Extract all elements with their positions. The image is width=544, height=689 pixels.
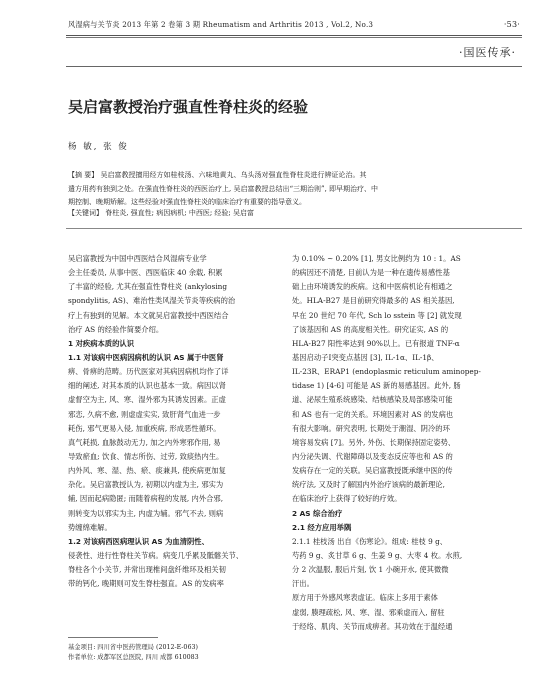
section-heading: 2 AS 综合治疗 — [292, 508, 343, 518]
authors: 杨 敏, 张 俊 — [68, 142, 129, 152]
funding-note: 基金项目: 四川省中医药管理局 (2012-E-063) — [68, 644, 198, 651]
body-text-line: 基因启动子Ⅰ突变点基因 [3], IL-1α、IL-1β、 — [292, 352, 439, 362]
article-title: 吴启富教授治疗强直性脊柱炎的经验 — [68, 98, 309, 116]
body-text-line: 治疗 AS 的经验作简要介绍。 — [68, 324, 164, 334]
section-heading: 1 对疾病本质的认识 — [68, 338, 134, 348]
header-rule — [66, 35, 522, 36]
body-text-line: 原方用于外感风寒表虚证。临床上多用于素体 — [292, 593, 438, 603]
body-text-line: tidase 1) [4-6] 可能是 AS 新的易感基因。此外, 肠 — [292, 381, 461, 391]
body-text-line: 内外风、寒、湿、热、瘀、痰兼具, 使疾病更加复 — [68, 466, 226, 476]
affiliation-note: 作者单位: 成都军区总医院, 四川 成都 610083 — [68, 654, 199, 661]
body-text-line: 发病存在一定的关联。吴启富教授既承继中医的传 — [292, 466, 453, 476]
body-text-line: 耗伤, 邪气更易入侵, 加重疾病, 形成恶性循环。 — [68, 423, 221, 433]
body-text-line: 早在 20 世纪 70 年代, Sch lo sstein 等 [2] 就发现 — [292, 310, 462, 320]
body-text-line: 导致瘀血; 饮食、情志所伤、过劳, 致痰热内生。 — [68, 451, 224, 461]
body-text-line: 细的阐述, 对其本质的认识也基本一致。病因以肾 — [68, 381, 226, 391]
body-text-line: 2.1.1 桂枝汤 出自《伤寒论》。组成: 桂枝 9 g、 — [292, 536, 448, 546]
section-heading: 1.1 对该病中医病因病机的认识 AS 属于中医肾 — [68, 352, 224, 362]
body-text-line: 在临床治疗上获得了较好的疗效。 — [292, 494, 402, 504]
abstract-line: 【摘 要】 吴启富教授擅用经方如桂枝汤、六味地黄丸、乌头汤对强直性脊柱炎进行辨证论治。其 — [68, 171, 367, 179]
body-text-line: 侵袭性、进行性脊柱关节病。病变几乎累及骶髂关节、 — [68, 550, 244, 560]
body-text-line: 为 0.10% ~ 0.20% [1], 男女比例约为 10 : 1。AS — [292, 254, 461, 263]
body-text-line: 汗出。 — [292, 579, 314, 589]
body-text-line: 虚弱, 腠理疏松, 风、寒、湿、邪乘虚而入, 留驻 — [292, 607, 445, 617]
body-text-line: 邪恋, 久病不愈, 则虚虚实实, 致肝肾气血进一步 — [68, 409, 221, 419]
body-text-line: 了该基因和 AS 的高度相关性。研究证实, AS 的 — [292, 324, 449, 334]
body-text-line: spondylitis, AS)、难治性类风湿关节炎等疾病的治 — [68, 296, 236, 306]
body-text-line: 辅, 因而起病隐匿; 而随着病程的发展, 内外合邪, — [68, 494, 224, 504]
section-heading: 1.2 对该病西医病理认识 AS 为血清阴性、 — [68, 536, 209, 546]
footnotes — [68, 643, 199, 663]
body-text-line: 会主任委员, 从事中医、西医临床 40 余载, 积累 — [68, 268, 223, 278]
body-text-line: 于经络、肌肉、关节而成痹者。其功效在于温经通 — [292, 621, 453, 631]
running-head-text: 风湿病与关节炎 2013 年第 2 卷第 3 期 Rheumatism and Arthritis 2013 , Vol.2, No.3 — [68, 20, 374, 29]
body-text-line: 芍药 9 g、炙甘草 6 g、生姜 9 g、大枣 4 枚。水煎, — [292, 550, 463, 560]
body-text-line: 真气耗损, 血脉鼓动无力, 加之内外寒邪作用, 易 — [68, 437, 221, 447]
section-rule — [66, 66, 522, 67]
body-text-line: 础上由环境诱发的疾病。这和中医病机论有相通之 — [292, 282, 453, 292]
header-rule-thin — [66, 37, 522, 38]
body-text-line: 痹、骨痹的范畴。历代医家对其病因病机均作了详 — [68, 367, 229, 377]
body-text-line: 的病因还不清楚, 目前认为是一种在遗传易感性基 — [292, 268, 450, 278]
abstract-rule — [66, 228, 522, 229]
section-heading: 2.1 经方应用举隅 — [292, 522, 352, 532]
body-text-line: 内分泌失调、代谢障碍以及变态反应等也和 AS 的 — [292, 451, 453, 461]
footnote-rule — [68, 637, 158, 638]
body-text-line: 分 2 次温服, 服后片刻, 饮 1 小碗开水, 使其微微 — [292, 565, 449, 575]
body-text-line: 吴启富教授为中国中西医结合风湿病专业学 — [68, 254, 207, 263]
body-text-line: 处。HLA-B27 是目前研究得最多的 AS 相关基因, — [292, 296, 455, 306]
body-text-line: 势缠绵难解。 — [68, 522, 112, 532]
page-number: ·53· — [503, 20, 520, 29]
abstract-line: 遣方用药有独到之处。在强直性脊柱炎的西医治疗上, 吴启富教授总结出“三期治则”, 即早期治疗、中 — [68, 184, 379, 193]
body-text-line: 境容易发病 [7]。另外, 外伤、长期保持固定姿势、 — [292, 437, 456, 447]
body-text-line: 杂化。吴启富教授认为, 初期以内虚为主, 邪实为 — [68, 480, 224, 490]
body-text-line: 和 AS 也有一定的关系。环境因素对 AS 的发病也 — [292, 409, 454, 419]
body-left-column — [68, 252, 284, 591]
body-text-line: 虚督空为主, 风、寒、湿外邪为其诱发因素。正虚 — [68, 395, 226, 405]
keywords: 【关键词】 脊柱炎, 强直性; 病因病机; 中西医; 经验; 吴启富 — [68, 209, 255, 217]
body-text-line: 带的钙化, 晚期则可发生脊柱强直。AS 的发病率 — [68, 579, 224, 589]
body-text-line: IL-23R、ERAP1 (endoplasmic reticulum aminopep- — [292, 367, 481, 377]
running-head — [68, 20, 520, 34]
body-text-line: 统疗法, 又及时了解国内外治疗该病的最新理论, — [292, 480, 445, 490]
abstract — [68, 169, 516, 210]
body-text-line: 脊柱各个小关节, 并常出现椎间盘纤维环及相关韧 — [68, 565, 226, 575]
body-text-line: 了丰富的经验, 尤其在强直性脊柱炎 (ankylosing — [68, 282, 228, 292]
body-right-column — [292, 252, 518, 634]
body-text-line: 道、泌尿生殖系统感染、结核感染及局部感染可能 — [292, 395, 453, 405]
section-label: ·国医传承· — [459, 46, 516, 59]
body-text-line: HLA-B27 阳性率达到 90%以上。已有报道 TNF-α — [292, 338, 460, 348]
abstract-line: 期控制、晚期矫解。这些经验对强直性脊柱炎的临床治疗有重要的指导意义。 — [68, 198, 306, 206]
body-text-line: 有很大影响。研究表明, 长期处于潮湿、阴冷的环 — [292, 423, 450, 433]
body-text-line: 疗上有独到的见解。本文就吴启富教授中西医结合 — [68, 310, 229, 320]
body-text-line: 则转变为以邪实为主, 内虚为辅。邪气不去, 则病 — [68, 508, 224, 518]
